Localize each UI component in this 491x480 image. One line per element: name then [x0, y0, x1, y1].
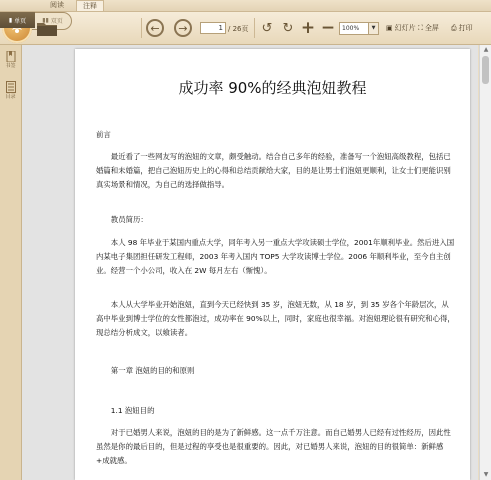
preface-heading: 前言 — [96, 130, 111, 139]
chapter-heading: 第一章 泡妞的目的和原则 — [110, 366, 195, 375]
print-button[interactable] — [451, 21, 473, 35]
sidebar-item-bookmark[interactable] — [0, 51, 21, 73]
fullscreen-button[interactable] — [418, 21, 439, 35]
fullscreen-icon: ⛶ — [418, 23, 423, 32]
sidebar-item-toc[interactable] — [0, 81, 21, 103]
printer-icon: ⎙ — [451, 23, 457, 32]
sidebar-bookmark-label: 书签 — [5, 63, 16, 69]
section-heading: 1.1 泡妞目的 — [110, 406, 155, 415]
page-total: / 26页 — [228, 25, 249, 33]
single-page-icon: ▮ — [8, 16, 13, 24]
table-of-contents-icon — [6, 81, 16, 93]
single-page-label: 单页 — [14, 17, 27, 25]
title-bar — [0, 0, 491, 12]
scrollbar-thumb[interactable] — [482, 56, 489, 84]
scroll-up-icon[interactable]: ▲ — [483, 46, 489, 53]
chevron-down-icon[interactable]: ▼ — [368, 23, 378, 34]
experience-paragraph: 本人从大学毕业开始泡妞，直到今天已经快到 35 岁，泡妞无数，从 18 岁，到 35 岁各个年龄层次，从高中毕业到博士学位的女性都泡过，成功率在 90%以上，同时，家庭也很幸福。对泡妞理论很有研究和心得，现总结分析成文，以飨读者。 — [96, 300, 455, 337]
prev-page-button[interactable] — [146, 19, 164, 37]
arrow-right-icon: → — [178, 21, 188, 35]
double-page-icon: ▮▮ — [42, 16, 49, 24]
fullscreen-label: 全屏 — [424, 24, 439, 32]
sidebar-toc-label: 目录 — [5, 94, 16, 100]
double-page-button[interactable] — [35, 12, 70, 28]
print-label: 打印 — [458, 24, 473, 32]
preface-paragraph: 最近看了一些网友写的泡妞的文章，颇受触动。结合自己多年的经验，准备写一个泡妞高级教程，包括已婚篇和未婚篇，把自己泡妞历史上的心得和总结贡献给大家，目的是让男士们泡妞更顺利，让女士们更能识别真实场景和情况，为自己的选择做指导。 — [96, 152, 451, 189]
rotate-left-icon[interactable]: ↺ — [261, 20, 273, 36]
arrow-left-icon: ← — [150, 21, 160, 35]
view-mode-toggle — [0, 12, 72, 30]
slideshow-button[interactable] — [386, 21, 416, 35]
tab-read[interactable]: 阅读 — [50, 1, 64, 9]
page-number-input[interactable] — [200, 22, 226, 34]
document-page — [75, 49, 470, 480]
slideshow-label: 幻灯片 — [394, 24, 416, 32]
single-page-button[interactable] — [0, 12, 35, 28]
resume-heading: 教员简历： — [110, 215, 148, 224]
zoom-value: 100% — [342, 25, 360, 32]
vertical-scrollbar[interactable] — [479, 45, 491, 480]
next-page-button[interactable] — [174, 19, 192, 37]
zoom-select[interactable] — [339, 22, 379, 35]
document-title: 成功率 90%的经典泡妞教程 — [178, 79, 367, 97]
rotate-right-icon[interactable]: ↻ — [282, 20, 294, 36]
zoom-out-icon[interactable]: − — [320, 18, 336, 38]
tab-annotate[interactable]: 注释 — [76, 0, 104, 11]
slideshow-icon: ▣ — [386, 24, 393, 32]
left-sidebar — [0, 45, 22, 480]
resume-paragraph: 本人 98 年毕业于某国内重点大学，同年考入另一重点大学攻读硕士学位，2001年顺利毕业。然后进入国内某电子集团担任研发工程师，2003 年考入国内 TOP5 大学攻读博士学位。2006 年顺利毕业，至今自主创业。经营一个小公司，收入在 2W 每月左右（惭愧）。 — [96, 238, 455, 275]
double-page-label: 双页 — [50, 17, 63, 25]
section-paragraph: 对于已婚男人来说，泡妞的目的是为了新鲜感。这一点千万注意。而自己婚男人已经有过性经历，因此性虽然是你的最后目的，但是过程的享受也是很重要的。因此，对已婚男人来说，泡妞的目的很简单：新鲜感+成就感。 — [96, 428, 451, 465]
document-viewport[interactable] — [22, 45, 478, 480]
zoom-in-icon[interactable]: + — [300, 18, 316, 38]
toolbar — [0, 12, 491, 45]
bookmark-icon — [6, 51, 16, 62]
scroll-down-icon[interactable]: ▼ — [483, 471, 489, 478]
separator — [254, 18, 255, 38]
separator — [141, 18, 142, 38]
